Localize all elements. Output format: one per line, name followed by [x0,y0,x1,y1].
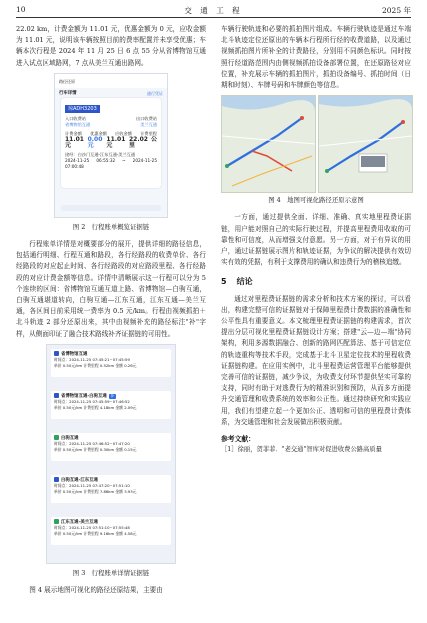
segment-item[interactable] [51,391,171,419]
segment-time: 时间点：2024-11-25 07:51:10~07:55:48 [54,525,130,531]
exit-label: 出口收费站 [136,115,157,121]
supplement-tag: 补 [110,393,115,398]
discount-value: 0.00元 [87,135,103,149]
running-header [16,5,411,17]
detail-button[interactable] [61,205,161,211]
segment-name: 白驹互通-江东互通 [61,477,98,483]
figure-3-segment-list [46,344,176,564]
station-names [65,122,157,128]
fee-value: 11.01元 [65,135,84,149]
segment-name: 江东互通-美兰互通 [61,519,98,525]
entry-label: 入口收费站 [65,115,86,121]
mileage-label: 计费里程 [140,130,157,136]
mileage-value: 22.02公里 [129,135,158,149]
road-icon [54,351,59,356]
segment-item[interactable] [51,349,171,377]
segment-time: 时间点：2024-11-25 07:47:20~07:51:10 [54,483,130,489]
app-title: 路径还原 [59,78,75,84]
closing-line: 图 4 展示地图可视化的路径还原结果，主要由 [29,586,163,595]
segment-stats: 单价 0.50元/km 计费里程 7.86km 金额 3.93元 [54,488,137,494]
interchange-icon [54,435,59,440]
segment-time: 时间点：2024-11-25 07:45:21~07:45:59 [54,357,130,363]
entry-station: 省博物馆互通 [65,121,91,127]
map-graphic-right [319,96,412,192]
plate-number: 琼ADH3203 [65,105,100,113]
left-column [16,24,206,596]
references-heading: 参考文献： [221,435,255,444]
figure-2-phone-screenshot [54,73,168,218]
route-link[interactable]: 通行凭证 [147,90,163,96]
figure-3-caption: 图 3 行程账单详情证据链 [72,568,150,577]
publication-year: 2025 年 [382,6,411,15]
figure-4-maps [221,95,411,191]
exit-station: 美兰互通 [140,121,157,127]
segment-stats: 单价 0.50元/km 计费里程 0.52km 金额 0.26元 [54,362,137,368]
fee-values [65,137,157,149]
paid-label: 应收金额 [115,130,132,136]
right-column [221,24,411,455]
section-heading [221,276,411,287]
segment-item[interactable] [51,433,171,461]
paid-value: 11.01元 [106,135,126,149]
route-map-left [221,95,316,193]
segment-name: 省博物馆互通 [61,351,88,357]
segment-stats: 单价 0.50元/km 计费里程 4.18km 金额 2.09元 [54,404,137,410]
reference-item: ［1］徐丽，贺菲菲．"老交通"智库对促进收费公路高质量 [221,446,382,454]
evidence-benefit-paragraph: 一方面，通过提供全面、详细、准确、真实地里程费证据链，用户能对照自己的实际行驶过程，并提高里程费用收取的可靠性和可信度，从而增强支付意愿。另一方面，对于有异议的用户，通过证据链展示图片和轨迹证据，为争议的解决提供有效切实有效的凭据，有利于支撑费用的确认和违费行为的稽核追缴。 [221,213,411,267]
discount-label: 优惠金额 [90,130,107,136]
map-graphic-left [222,96,315,192]
map-description-paragraph: 车辆行驶轨迹和必要的抓拍图片组成。车辆行驶轨迹是通过车端北斗轨迹定位还原出的车辆本行程所行经的收费道路，以及通过视频抓拍图片所补全的计费路径，分别用不同颜色标识。同时按照行经道路范围内由侧视频抓拍设备部署位置，在还原路径对应位置，补充展示车辆的抓拍图片，抓拍设备编号、抓拍时间（日期和时刻）、车牌号码和车牌颜色等信息。 [221,25,411,90]
figure-2-caption: 图 2 行程账单概览证据链 [72,222,150,231]
time-text: 2024-11-25 06:55:32 ~ 2024-11-25 07:00:48 [65,157,157,169]
segment-item[interactable] [51,517,171,545]
trip-summary-card [61,98,161,188]
segment-stats: 单价 0.50元/km 计费里程 0.30km 金额 0.15元 [54,446,137,452]
section-title: 结论 [236,277,253,287]
road-icon [54,477,59,482]
app-header [55,74,167,88]
header-rule [16,17,411,18]
journal-title: 交 通 工 程 [184,6,243,15]
body-paragraph: 行程账单详情是对概要部分的展开，提供详细的路径信息，包括通行明细、行程互通和路段，各行经路段的收费单价、各行经路段的对应起止时间、各行经路段的对应路段里程、各行经路段的对应计费金额等信息。详情中清晰展示这一行程可以分为 5 个连续的区间：省博物馆互通互道上路、省博物馆—白驹互通，白驹互通堪道转向，白驹互通—江东互通，江东互通—美兰互通，各区间日前采用统一费率为 0.5 元/km。行程由视频抓拍＋北斗轨迹 2 部分还原出来，其中由视频补充的路径标注"补"字样，从侧面印证了融合技术路线补齐证据链的可用性。 [16,240,206,338]
intro-paragraph: 22.02 km，计费金额为 11.01 元，优惠金额为 0 元，应收金额为 11.01 元，说明该车辆按照目前的费率配置并未享受优惠；车辆本次行程是 2024 年 11 月 25 日 6 点 55 分从省博物馆互通进入试点区域路网，7 点从美兰互通出路网。 [16,25,206,67]
figure-4-caption: 图 4 地图可视化路径还原示意图 [268,196,364,205]
segment-item[interactable] [51,475,171,503]
segment-stats: 单价 0.50元/km 计费里程 9.16km 金额 4.58元 [54,530,137,536]
page-number: 10 [16,5,26,14]
conclusion-paragraph: 通过对里程费证据链的需求分析和技术方案的探讨，可以看出，构建完整可信的证据链对于保障里程费计费数据的准确性和公平性具有重要意义。本文梳理里程费证据链的构建需求，首次提出分层可视化里程费证据链设计方案；搭建"云—边—端"协同架构，利用多源数据融合、创新的路网匹配算法、基于可信定位的轨迹重构等技术手段，完成基于北斗卫星定位技术的里程收费证据链构建。在应用实例中，北斗里程费运营管理平台能够提供完善可信的证据链，减少争议，为收费支付环节提供坚实可靠的支持，同时有助于对逃费行为的精准识别和预防，从而多方面提升交通管理和收费系统的效率和公正性。通过持续研究和实践应用，我们有望建立起一个更加公正、透明和可信的里程费计费体系，为交通管理和社会发展做出积极贡献。 [221,294,411,426]
path-text: 途经：白沙门互通-江东互通-美兰互通 [65,151,136,157]
segment-time: 时间点：2024-11-25 07:45:59~07:46:52 [54,399,130,405]
segment-name: 白驹互通 [61,435,79,441]
segment-name: 省博物馆互通-白驹互通 [61,393,107,399]
interchange-icon [54,519,59,524]
segment-time: 时间点：2024-11-25 07:46:52~07:47:20 [54,441,130,447]
route-map-right [318,95,413,193]
road-icon [54,393,59,398]
section-label: 行车详情 [59,90,77,96]
fee-label: 计费金额 [65,130,82,136]
section-number: 5 [221,277,227,287]
